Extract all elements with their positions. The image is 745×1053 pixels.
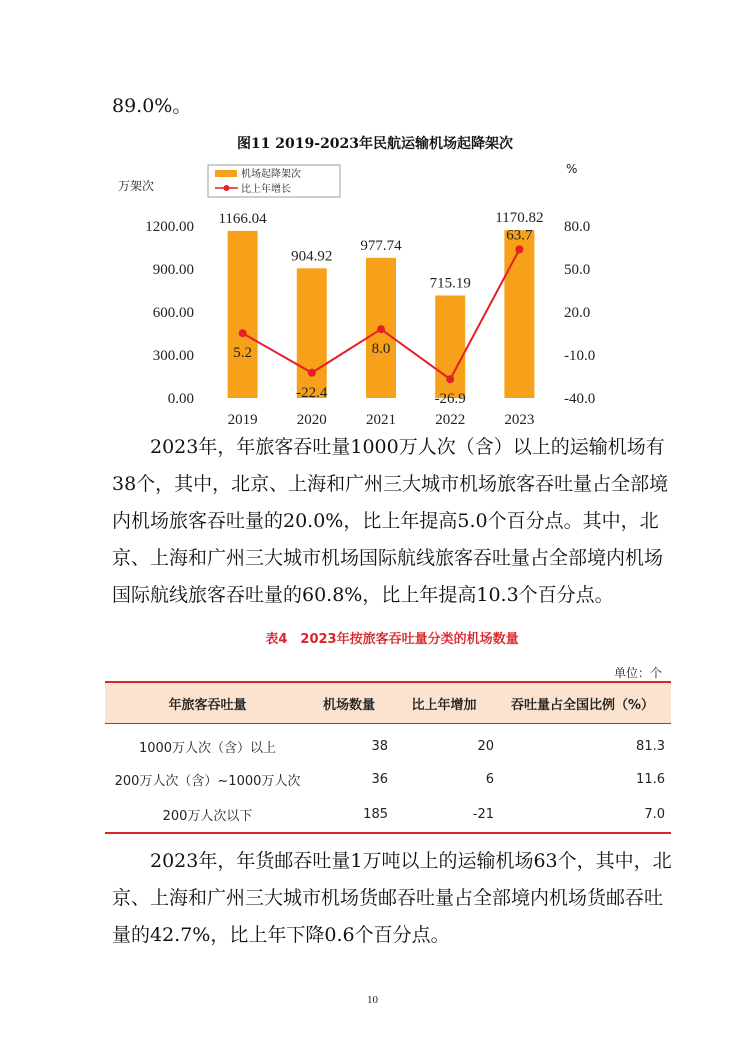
- bar: [504, 230, 534, 398]
- bar-value-label: 977.74: [360, 237, 402, 254]
- left-tick-label: 1200.00: [145, 219, 194, 235]
- table-header-row: [105, 682, 671, 724]
- right-tick-label: 20.0: [564, 305, 591, 321]
- cell-category: 200万人次（含）~1000万人次: [114, 774, 301, 789]
- legend-bar-label: 机场起降架次: [241, 169, 301, 180]
- bar-value-label: 904.92: [291, 248, 333, 265]
- growth-point: [308, 369, 316, 377]
- x-axis-labels: [228, 412, 535, 428]
- cell-count: 36: [371, 772, 388, 787]
- table-unit-note: 单位：个: [613, 666, 662, 680]
- table-title: 表4 2023年按旅客吞吐量分类的机场数量: [265, 632, 519, 647]
- cell-increase: 20: [477, 739, 494, 754]
- table-row: [105, 796, 671, 833]
- bar-value-label: 1170.82: [495, 210, 544, 227]
- bar-value-label: 1166.04: [218, 210, 267, 227]
- continued-text: 89.0%。: [112, 95, 192, 117]
- left-axis-ticks: [145, 219, 194, 407]
- left-tick-label: 900.00: [152, 262, 194, 278]
- cell-share: 7.0: [500, 796, 671, 833]
- growth-point: [377, 325, 385, 333]
- x-tick-label: 2021: [366, 412, 396, 428]
- bar: [228, 231, 258, 398]
- growth-value-label: 63.7: [506, 227, 533, 244]
- x-tick-label: 2019: [227, 412, 258, 428]
- cell-increase: 6: [485, 772, 494, 787]
- growth-value-label: 5.2: [233, 345, 252, 362]
- cell-count: 38: [371, 739, 388, 754]
- growth-point: [446, 375, 454, 383]
- cell-share: 11.6: [636, 772, 665, 787]
- growth-point: [515, 245, 523, 253]
- page-number: 10: [367, 994, 378, 1006]
- paragraph-passenger-throughput: 2023年，年旅客吞吐量1000万人次（含）以上的运输机场有38个，其中，北京、上海和广州三大城市机场旅客吞吐量占全部境内机场旅客吞吐量的20.0%，比上年提高5.0个百分点。其中，北京、上海和广州三大城市机场国际航线旅客吞吐量占全部境内机场国际航线旅客吞吐量的60.8%，比上年提高10.3个百分点。: [112, 436, 669, 606]
- cell-count: 185: [310, 796, 394, 833]
- cell-category: 200万人次以下: [105, 796, 310, 833]
- right-tick-label: 50.0: [564, 262, 591, 278]
- airport-movements-chart: [118, 128, 620, 433]
- left-tick-label: 0.00: [167, 391, 194, 407]
- right-axis-unit: %: [566, 162, 578, 176]
- airport-classification-table: [105, 681, 671, 834]
- x-tick-label: 2020: [296, 412, 327, 428]
- legend-line-label: 比上年增长: [241, 184, 291, 195]
- x-tick-label: 2022: [435, 412, 466, 428]
- growth-value-label: -22.4: [296, 384, 328, 401]
- header-share: 吞吐量占全国比例（%）: [500, 682, 671, 724]
- bar: [297, 268, 327, 398]
- cell-increase: -21: [394, 796, 500, 833]
- left-tick-label: 600.00: [152, 305, 194, 321]
- cell-category: 1000万人次（含）以上: [138, 741, 277, 756]
- growth-value-label: 8.0: [371, 341, 391, 358]
- table-row: [105, 763, 671, 796]
- right-tick-label: -10.0: [564, 348, 596, 364]
- growth-value-label: -26.9: [434, 391, 466, 408]
- right-tick-label: -40.0: [564, 391, 596, 407]
- right-tick-label: 80.0: [564, 219, 591, 235]
- bar-series: [228, 230, 535, 398]
- paragraph-cargo-throughput: 2023年，年货邮吞吐量1万吨以上的运输机场63个，其中，北京、上海和广州三大城市机场货邮吞吐量占全部境内机场货邮吞吐量的42.7%，比上年下降0.6个百分点。: [112, 850, 672, 946]
- chart-legend: [208, 165, 340, 197]
- left-axis-unit: 万架次: [118, 179, 155, 193]
- cell-share: 81.3: [636, 739, 665, 754]
- header-airport-count: 机场数量: [310, 682, 394, 724]
- chart-title: 图11 2019-2023年民航运输机场起降架次: [236, 136, 514, 152]
- legend-bar-swatch: [215, 170, 237, 177]
- header-increase: 比上年增加: [394, 682, 500, 724]
- left-tick-label: 300.00: [152, 348, 194, 364]
- legend-line-marker: [224, 185, 230, 191]
- growth-point: [239, 329, 247, 337]
- bar-value-label: 715.19: [429, 275, 471, 292]
- right-axis-ticks: [564, 219, 595, 407]
- x-tick-label: 2023: [504, 412, 535, 428]
- header-throughput: 年旅客吞吐量: [105, 682, 310, 724]
- table-row: [105, 724, 671, 764]
